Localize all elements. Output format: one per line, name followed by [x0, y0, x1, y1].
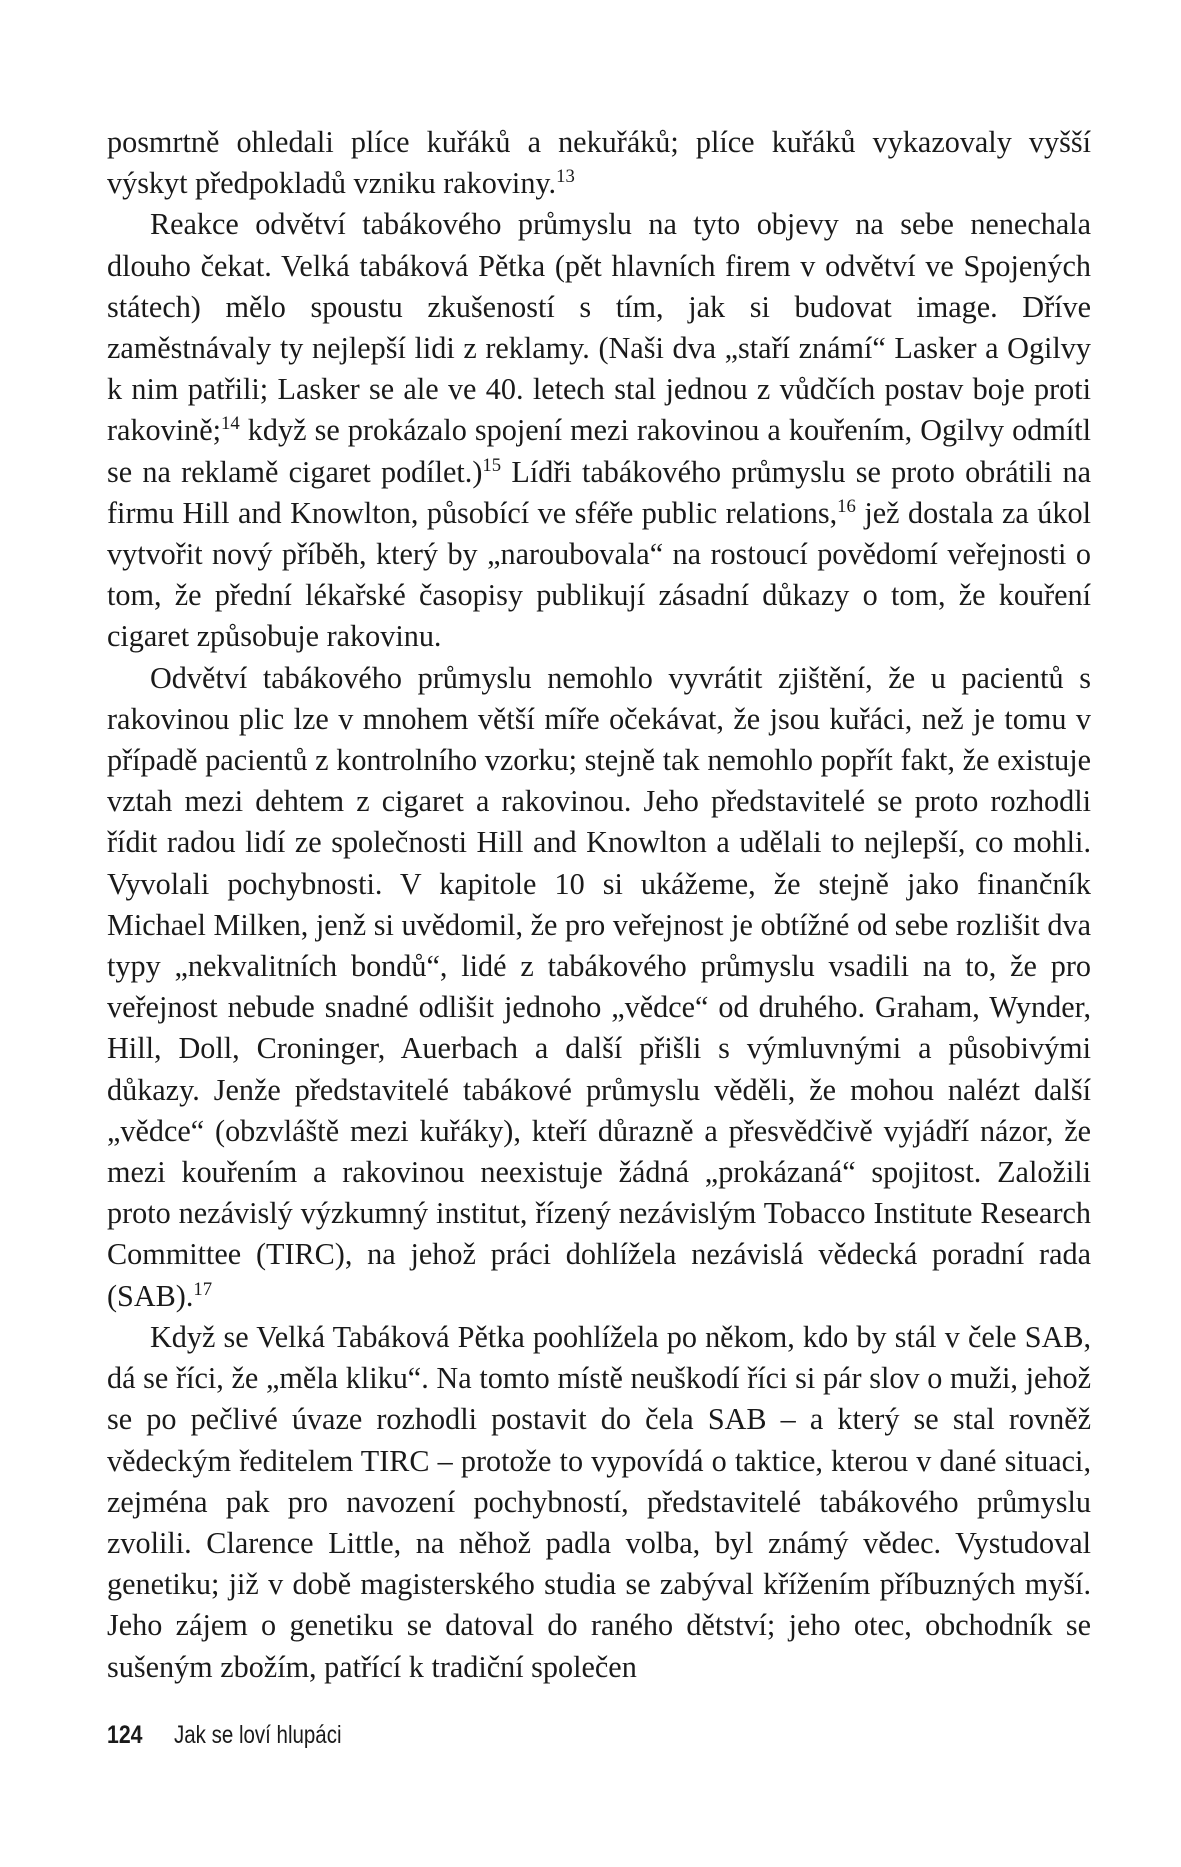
text-run: Když se Velká Tabáková Pětka poohlížela po někom, kdo by stál v čele SAB, dá se říci, že „měla kliku“. Na tomto místě neuškodí říci si pár slov o muži, jehož se po pečlivé úvaze rozhodli postavit do čela SAB – a který se stal rovněž vědeckým ředitelem TIRC – protože to vypovídá o taktice, kterou v dané situaci, zejména pak pro navození pochybností, představitelé tabákového průmyslu zvolili. Clarence Little, na něhož padla volba, byl známý vědec. Vystudoval genetiku; již v době magisterského studia se zabýval křížením příbuzných myší. Jeho zájem o genetiku se datoval do raného dětství; jeho otec, obchodník se sušeným zbožím, patřící k tradiční společen [107, 1319, 1091, 1684]
running-title: Jak se loví hlupáci [173, 1721, 342, 1749]
text-run: jež dostala za úkol vytvořit nový příběh, který by „naroubovala“ na rostoucí povědomí veřejnosti o tom, že přední lékařské časopisy publikují zásadní důkazy o tom, že kouření cigaret způsobuje rakovinu. [107, 495, 1091, 654]
footnote-reference: 17 [193, 1278, 213, 1300]
page-footer [107, 1719, 378, 1751]
paragraph [107, 122, 1091, 204]
footnote-reference: 15 [482, 454, 502, 476]
text-run: když se prokázalo spojení mezi rakovinou a kouřením, Ogilvy odmítl se na reklamě cigaret podílet.) [107, 413, 1091, 489]
text-run: posmrtně ohledali plíce kuřáků a nekuřáků; plíce kuřáků vykazovaly vyšší výskyt předpokladů vzniku rakoviny. [107, 125, 1091, 201]
text-run: Lídři tabákového průmyslu se proto obrátili na firmu Hill and Knowlton, působící ve sféře public relations, [107, 454, 1091, 530]
body-text [107, 122, 1091, 1688]
footnote-reference: 14 [221, 413, 240, 435]
footnote-reference: 16 [837, 495, 856, 517]
paragraph [107, 658, 1091, 1317]
page-number: 124 [107, 1721, 143, 1749]
text-run: Reakce odvětví tabákového průmyslu na tyto objevy na sebe nenechala dlouho čekat. Velká tabáková Pětka (pět hlavních firem v odvětví ve Spojených státech) mělo spoustu zkušeností s tím, jak si budovat image. Dříve zaměstnávaly ty nejlepší lidi z reklamy. (Naši dva „staří známí“ Lasker a Ogilvy k nim patřili; Lasker se ale ve 40. letech stal jednou z vůdčích postav boje proti rakovině; [107, 207, 1091, 448]
text-run: Odvětví tabákového průmyslu nemohlo vyvrátit zjištění, že u pacientů s rakovinou plic lze v mnohem větší míře očekávat, že jsou kuřáci, než je tomu v případě pacientů z kontrolního vzorku; stejně tak nemohlo popřít fakt, že existuje vztah mezi dehtem z cigaret a rakovinou. Jeho představitelé se proto rozhodli řídit radou lidí ze společnosti Hill and Knowlton a udělali to nejlepší, co mohli. Vyvolali pochybnosti. V kapitole 10 si ukážeme, že stejně jako finančník Michael Milken, jenž si uvědomil, že pro veřejnost je obtížné od sebe rozlišit dva typy „nekvalitních bondů“, lidé z tabákového průmyslu vsadili na to, že pro veřejnost nebude snadné odlišit jednoho „vědce“ od druhého. Graham, Wynder, Hill, Doll, Croninger, Auerbach a další přišli s výmluvnými a působivými důkazy. Jenže představitelé tabákové průmyslu věděli, že mohou nalézt další „vědce“ (obzvláště mezi kuřáky), kteří důrazně a přesvědčivě vyjádří názor, že mezi kouřením a rakovinou neexistuje žádná „prokázaná“ spojitost. Založili proto nezávislý výzkumný institut, řízený nezávislým Tobacco Institute Research Committee (TIRC), na jehož práci dohlížela nezávislá vědecká poradní rada (SAB). [107, 660, 1091, 1313]
paragraph [107, 1317, 1091, 1688]
footnote-reference: 13 [556, 166, 575, 188]
paragraph [107, 204, 1091, 657]
